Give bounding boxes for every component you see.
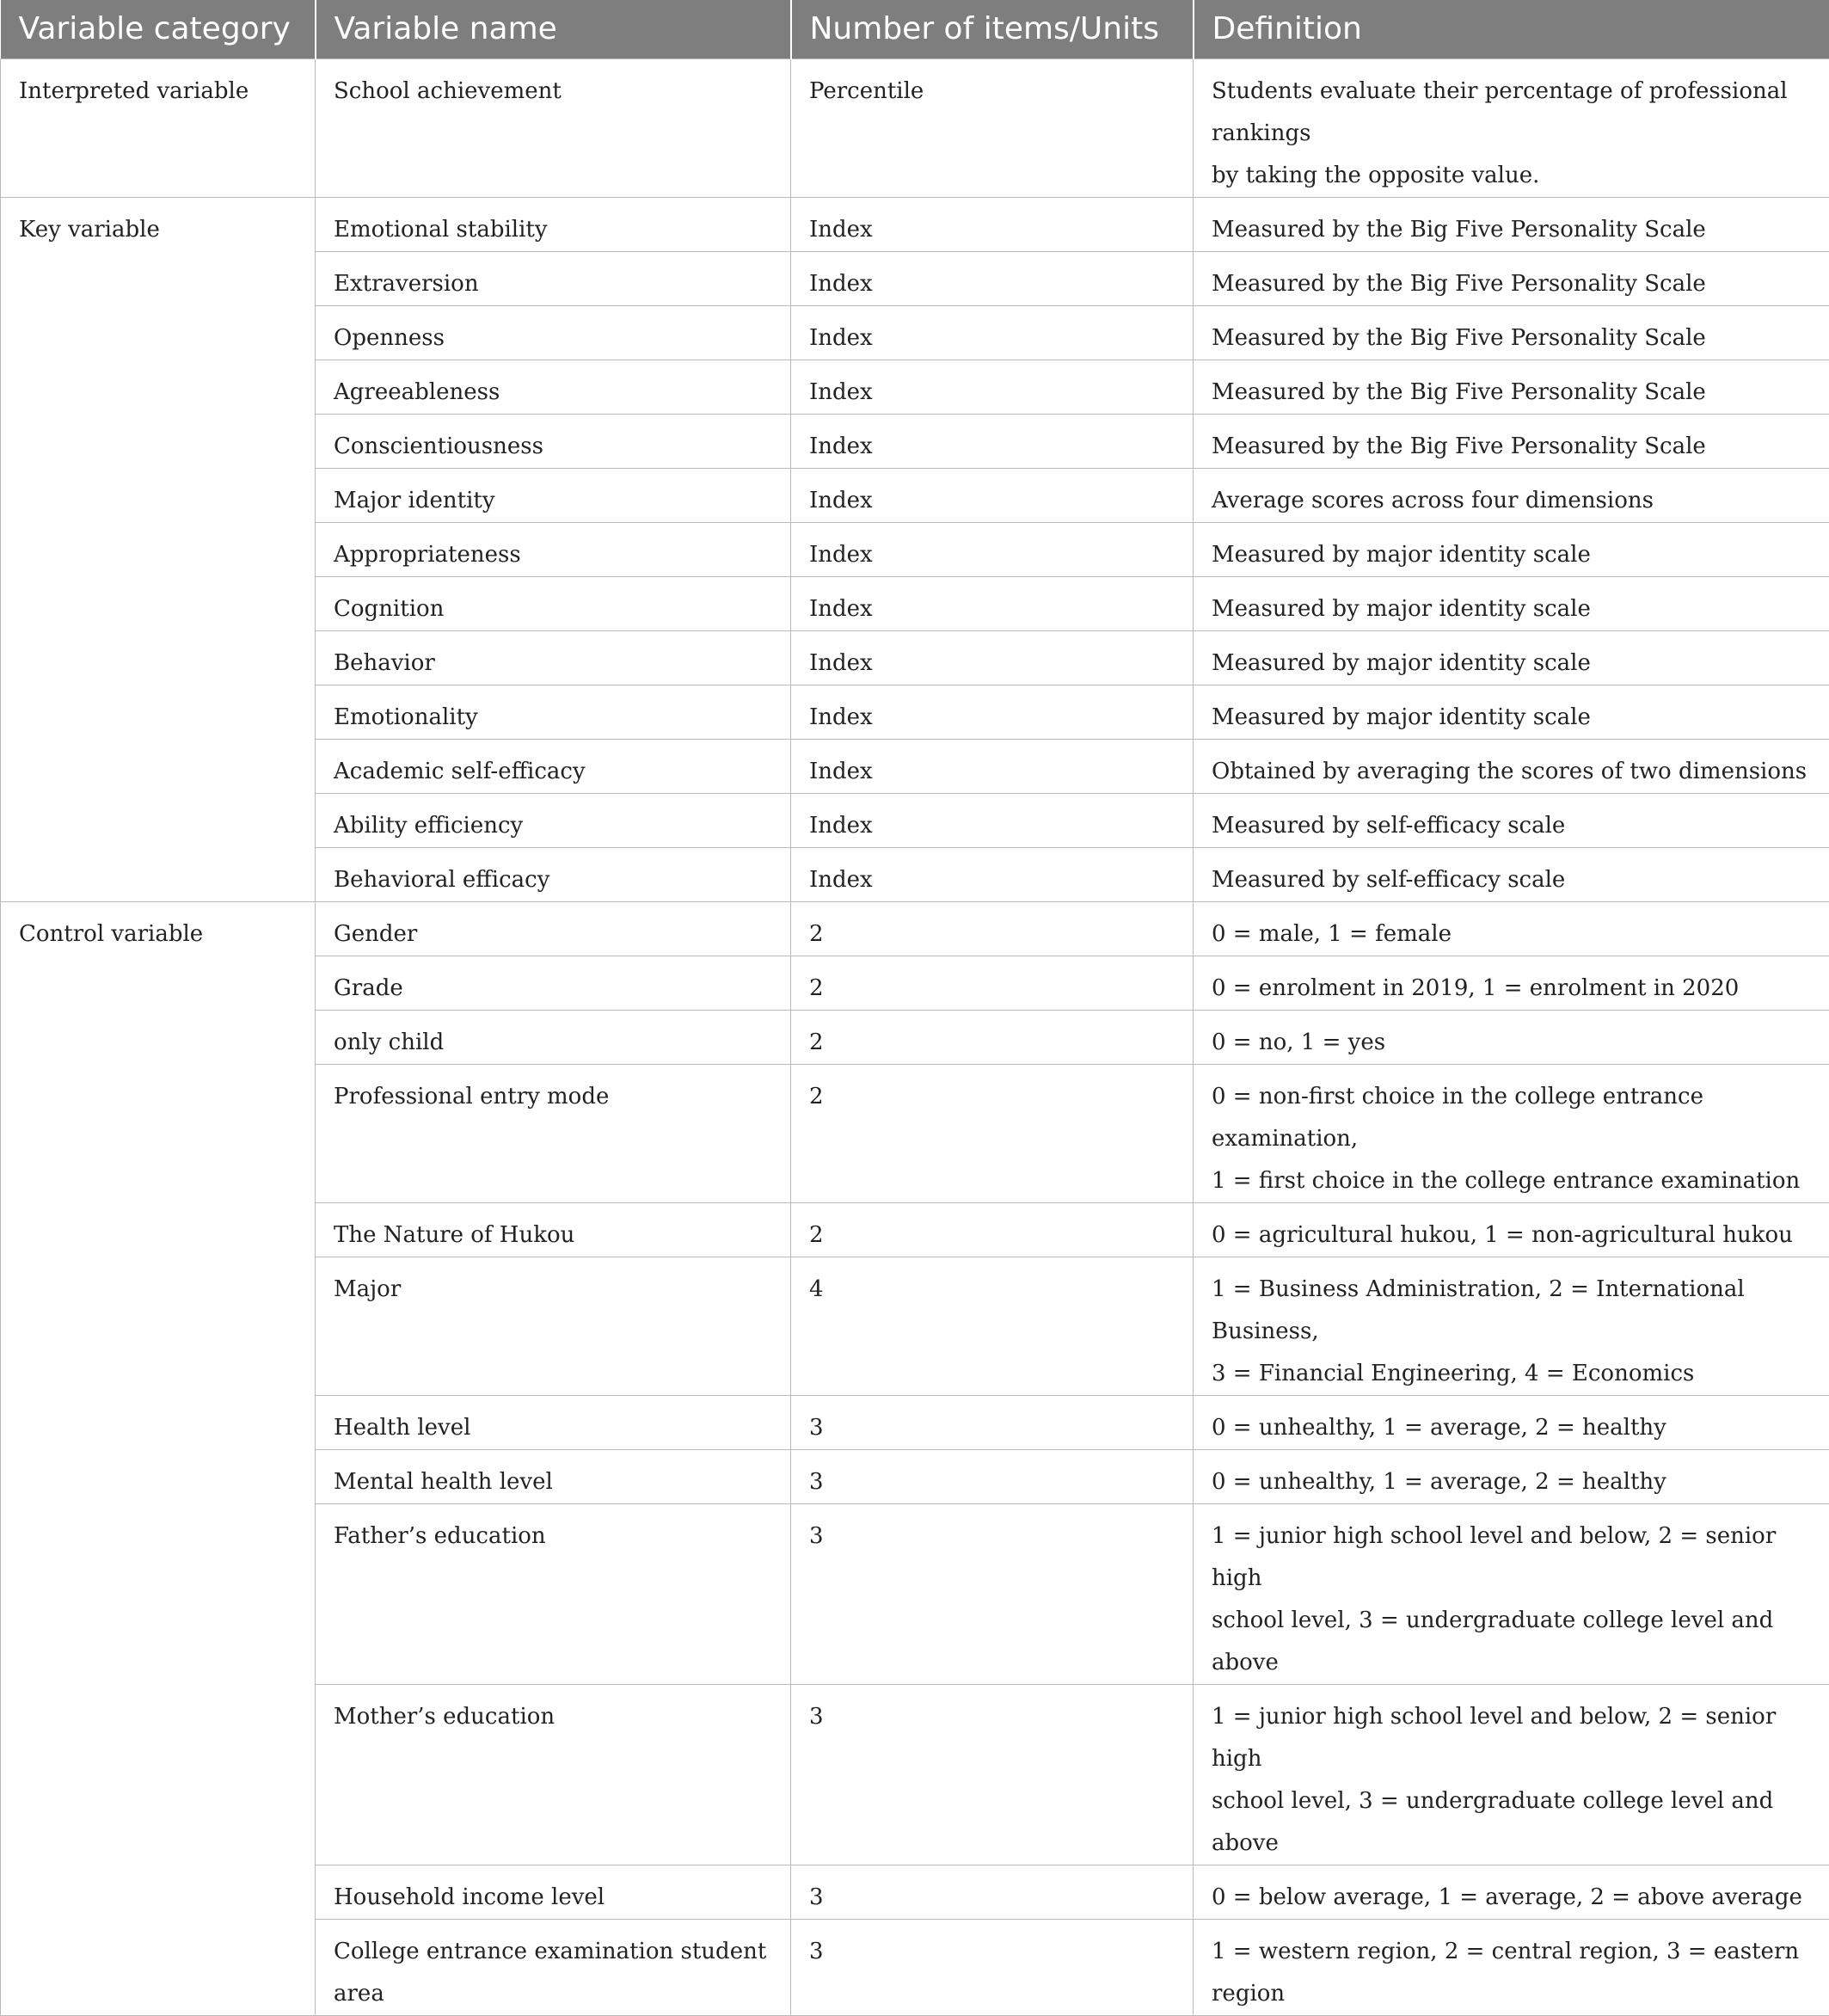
definition-line: 0 = male, 1 = female bbox=[1212, 913, 1817, 956]
definition-line: 1 = junior high school level and below, 2 = senior high bbox=[1212, 1515, 1817, 1600]
definition-cell bbox=[1194, 1010, 1829, 1064]
variable-category-cell: Key variable bbox=[1, 197, 316, 901]
variable-name-cell: Emotionality bbox=[316, 685, 791, 739]
definition-cell bbox=[1194, 468, 1829, 522]
table-body bbox=[1, 58, 1829, 2015]
variable-name-cell: Gender bbox=[316, 901, 791, 956]
definition-cell bbox=[1194, 576, 1829, 630]
definition-cell bbox=[1194, 522, 1829, 576]
variable-name-cell: Ability efficiency bbox=[316, 793, 791, 847]
definition-line: 1 = first choice in the college entrance examination bbox=[1212, 1160, 1817, 1202]
definition-cell bbox=[1194, 956, 1829, 1010]
variable-name-cell: Father’s education bbox=[316, 1503, 791, 1684]
definition-cell bbox=[1194, 1919, 1829, 2015]
definition-line: 0 = no, 1 = yes bbox=[1212, 1022, 1817, 1064]
definition-line: Obtained by averaging the scores of two dimensions bbox=[1212, 751, 1817, 793]
definition-cell bbox=[1194, 685, 1829, 739]
variable-name-cell: Behavior bbox=[316, 630, 791, 685]
definition-cell bbox=[1194, 414, 1829, 468]
units-cell: 3 bbox=[791, 1919, 1194, 2015]
units-cell: 2 bbox=[791, 1064, 1194, 1202]
definition-cell bbox=[1194, 197, 1829, 251]
header-definition: Definition bbox=[1194, 0, 1829, 58]
definition-line: Measured by major identity scale bbox=[1212, 697, 1817, 739]
units-cell: Index bbox=[791, 197, 1194, 251]
table-row bbox=[1, 197, 1829, 251]
units-cell: 3 bbox=[791, 1395, 1194, 1449]
definition-cell bbox=[1194, 1865, 1829, 1919]
variable-name-cell: Extraversion bbox=[316, 251, 791, 305]
variable-category-cell: Control variable bbox=[1, 901, 316, 2015]
units-cell: Index bbox=[791, 522, 1194, 576]
variable-name-cell: Major identity bbox=[316, 468, 791, 522]
definition-line: 1 = junior high school level and below, 2 = senior high bbox=[1212, 1696, 1817, 1780]
definition-cell bbox=[1194, 630, 1829, 685]
units-cell: 4 bbox=[791, 1257, 1194, 1395]
variable-name-cell: Professional entry mode bbox=[316, 1064, 791, 1202]
units-cell: Index bbox=[791, 576, 1194, 630]
definition-cell bbox=[1194, 1449, 1829, 1503]
definition-cell bbox=[1194, 1202, 1829, 1257]
definition-cell bbox=[1194, 1684, 1829, 1865]
variable-name-cell: School achievement bbox=[316, 58, 791, 197]
definition-cell bbox=[1194, 847, 1829, 901]
definition-line: Average scores across four dimensions bbox=[1212, 480, 1817, 522]
definition-line: by taking the opposite value. bbox=[1212, 155, 1817, 197]
variable-name-cell: Mental health level bbox=[316, 1449, 791, 1503]
definition-line: school level, 3 = undergraduate college level and above bbox=[1212, 1780, 1817, 1865]
variable-name-cell: Agreeableness bbox=[316, 360, 791, 414]
units-cell: 2 bbox=[791, 956, 1194, 1010]
definition-line: 0 = non-first choice in the college entrance examination, bbox=[1212, 1076, 1817, 1160]
definition-line: 0 = agricultural hukou, 1 = non-agricultural hukou bbox=[1212, 1214, 1817, 1257]
table-header bbox=[1, 0, 1829, 58]
units-cell: Index bbox=[791, 468, 1194, 522]
definition-line: Measured by self-efficacy scale bbox=[1212, 805, 1817, 847]
variable-name-cell: Major bbox=[316, 1257, 791, 1395]
variable-name-cell: Appropriateness bbox=[316, 522, 791, 576]
definition-cell bbox=[1194, 1064, 1829, 1202]
definition-line: Measured by major identity scale bbox=[1212, 642, 1817, 685]
variable-name-cell: Health level bbox=[316, 1395, 791, 1449]
definition-cell bbox=[1194, 739, 1829, 793]
definition-line: 0 = unhealthy, 1 = average, 2 = healthy bbox=[1212, 1461, 1817, 1503]
variable-name-cell: Conscientiousness bbox=[316, 414, 791, 468]
definition-line: 1 = western region, 2 = central region, 3 = eastern region bbox=[1212, 1931, 1817, 2015]
units-cell: Index bbox=[791, 739, 1194, 793]
units-cell: 2 bbox=[791, 1202, 1194, 1257]
units-cell: 2 bbox=[791, 901, 1194, 956]
variable-name-cell: Grade bbox=[316, 956, 791, 1010]
header-variable-name: Variable name bbox=[316, 0, 791, 58]
units-cell: 3 bbox=[791, 1865, 1194, 1919]
header-variable-category: Variable category bbox=[1, 0, 316, 58]
table-row bbox=[1, 901, 1829, 956]
definition-cell bbox=[1194, 793, 1829, 847]
units-cell: 3 bbox=[791, 1449, 1194, 1503]
table-row bbox=[1, 58, 1829, 197]
header-row bbox=[1, 0, 1829, 58]
definition-line: 1 = Business Administration, 2 = International Business, bbox=[1212, 1269, 1817, 1353]
units-cell: Percentile bbox=[791, 58, 1194, 197]
definition-cell bbox=[1194, 251, 1829, 305]
units-cell: Index bbox=[791, 414, 1194, 468]
definition-cell bbox=[1194, 1503, 1829, 1684]
variable-name-cell: only child bbox=[316, 1010, 791, 1064]
definition-line: Students evaluate their percentage of professional rankings bbox=[1212, 71, 1817, 155]
variable-name-cell: Cognition bbox=[316, 576, 791, 630]
definition-cell bbox=[1194, 901, 1829, 956]
definition-line: Measured by self-efficacy scale bbox=[1212, 859, 1817, 901]
variable-name-cell: Household income level bbox=[316, 1865, 791, 1919]
definition-line: Measured by the Big Five Personality Scale bbox=[1212, 426, 1817, 468]
units-cell: Index bbox=[791, 630, 1194, 685]
definition-line: Measured by major identity scale bbox=[1212, 534, 1817, 576]
units-cell: 3 bbox=[791, 1503, 1194, 1684]
units-cell: Index bbox=[791, 305, 1194, 360]
definition-line: Measured by the Big Five Personality Scale bbox=[1212, 263, 1817, 305]
definition-cell bbox=[1194, 360, 1829, 414]
variable-name-cell: The Nature of Hukou bbox=[316, 1202, 791, 1257]
units-cell: 2 bbox=[791, 1010, 1194, 1064]
variable-name-cell: Behavioral efficacy bbox=[316, 847, 791, 901]
definition-line: 3 = Financial Engineering, 4 = Economics bbox=[1212, 1353, 1817, 1395]
definition-cell bbox=[1194, 1257, 1829, 1395]
header-number-of-items-units: Number of items/Units bbox=[791, 0, 1194, 58]
units-cell: 3 bbox=[791, 1684, 1194, 1865]
variable-name-cell: Mother’s education bbox=[316, 1684, 791, 1865]
variable-name-cell: College entrance examination student area bbox=[316, 1919, 791, 2015]
variable-category-cell: Interpreted variable bbox=[1, 58, 316, 197]
definition-line: Measured by major identity scale bbox=[1212, 588, 1817, 630]
definition-line: 0 = unhealthy, 1 = average, 2 = healthy bbox=[1212, 1407, 1817, 1449]
variable-name-cell: Academic self-efficacy bbox=[316, 739, 791, 793]
definition-line: 0 = below average, 1 = average, 2 = above average bbox=[1212, 1877, 1817, 1919]
units-cell: Index bbox=[791, 360, 1194, 414]
definition-line: Measured by the Big Five Personality Scale bbox=[1212, 317, 1817, 360]
definition-line: Measured by the Big Five Personality Scale bbox=[1212, 209, 1817, 251]
units-cell: Index bbox=[791, 847, 1194, 901]
definition-cell bbox=[1194, 58, 1829, 197]
variable-name-cell: Emotional stability bbox=[316, 197, 791, 251]
units-cell: Index bbox=[791, 685, 1194, 739]
definition-line: 0 = enrolment in 2019, 1 = enrolment in 2020 bbox=[1212, 968, 1817, 1010]
variable-name-cell: Openness bbox=[316, 305, 791, 360]
units-cell: Index bbox=[791, 251, 1194, 305]
definition-line: Measured by the Big Five Personality Scale bbox=[1212, 372, 1817, 414]
units-cell: Index bbox=[791, 793, 1194, 847]
definition-cell bbox=[1194, 1395, 1829, 1449]
definition-cell bbox=[1194, 305, 1829, 360]
definition-line: school level, 3 = undergraduate college level and above bbox=[1212, 1600, 1817, 1684]
